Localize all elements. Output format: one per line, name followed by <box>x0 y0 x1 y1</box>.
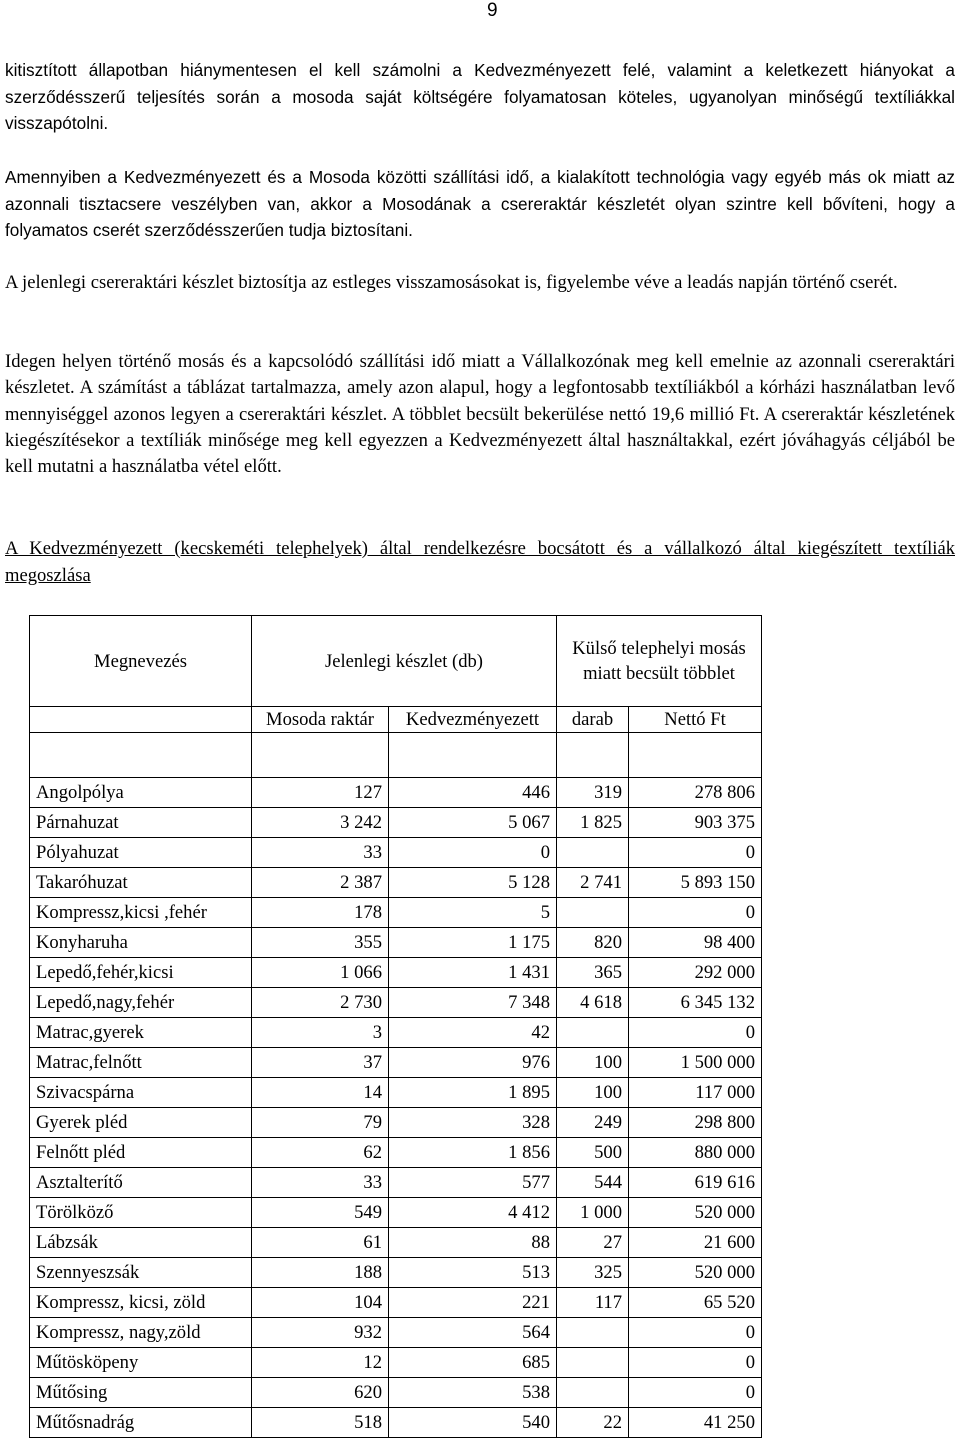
extra-pieces-cell: 27 <box>557 1228 629 1258</box>
net-ft-cell: 619 616 <box>629 1168 762 1198</box>
beneficiary-stock-cell: 5 128 <box>389 868 557 898</box>
item-name-cell: Gyerek pléd <box>30 1108 252 1138</box>
extra-pieces-cell: 249 <box>557 1108 629 1138</box>
net-ft-cell: 298 800 <box>629 1108 762 1138</box>
beneficiary-stock-cell: 1 431 <box>389 958 557 988</box>
item-name-cell: Felnőtt pléd <box>30 1138 252 1168</box>
table-body <box>30 778 762 1438</box>
extra-pieces-cell: 319 <box>557 778 629 808</box>
beneficiary-stock-cell: 538 <box>389 1378 557 1408</box>
item-name-cell: Törölköző <box>30 1198 252 1228</box>
subheader-empty <box>30 707 252 733</box>
laundry-stock-cell: 178 <box>252 898 389 928</box>
laundry-stock-cell: 3 242 <box>252 808 389 838</box>
net-ft-cell: 0 <box>629 1378 762 1408</box>
table-row <box>30 1138 762 1168</box>
item-name-cell: Lepedő,fehér,kicsi <box>30 958 252 988</box>
extra-pieces-cell: 1 825 <box>557 808 629 838</box>
extra-pieces-cell <box>557 1018 629 1048</box>
net-ft-cell: 117 000 <box>629 1078 762 1108</box>
table-row <box>30 1198 762 1228</box>
net-ft-cell: 21 600 <box>629 1228 762 1258</box>
laundry-stock-cell: 14 <box>252 1078 389 1108</box>
extra-pieces-cell: 100 <box>557 1048 629 1078</box>
beneficiary-stock-cell: 577 <box>389 1168 557 1198</box>
item-name-cell: Konyharuha <box>30 928 252 958</box>
beneficiary-stock-cell: 1 175 <box>389 928 557 958</box>
extra-pieces-cell <box>557 1378 629 1408</box>
table-row <box>30 1168 762 1198</box>
beneficiary-stock-cell: 0 <box>389 838 557 868</box>
textile-table <box>29 615 762 1438</box>
extra-pieces-cell: 100 <box>557 1078 629 1108</box>
extra-pieces-cell: 325 <box>557 1258 629 1288</box>
laundry-stock-cell: 620 <box>252 1378 389 1408</box>
item-name-cell: Műtösköpeny <box>30 1348 252 1378</box>
extra-pieces-cell <box>557 1318 629 1348</box>
item-name-cell: Pólyahuzat <box>30 838 252 868</box>
table-row <box>30 928 762 958</box>
item-name-cell: Asztalterítő <box>30 1168 252 1198</box>
item-name-cell: Szivacspárna <box>30 1078 252 1108</box>
item-name-cell: Párnahuzat <box>30 808 252 838</box>
beneficiary-stock-cell: 5 <box>389 898 557 928</box>
spacer-row <box>30 733 762 778</box>
spacer-cell <box>389 733 557 778</box>
beneficiary-stock-cell: 221 <box>389 1288 557 1318</box>
extra-pieces-cell: 500 <box>557 1138 629 1168</box>
laundry-stock-cell: 188 <box>252 1258 389 1288</box>
beneficiary-stock-cell: 540 <box>389 1408 557 1438</box>
paragraph-2: Amennyiben a Kedvezményezett és a Mosoda közötti szállítási idő, a kialakított technológia vagy egyéb más ok miatt az azonnali tisztacsere veszélyben van, akkor a Mosodának a csereraktár készletét olyan szintre kell bővíteni, hogy a folyamatos cserét szerződésszerűen tudja biztosítani. <box>5 167 955 240</box>
table-row <box>30 1048 762 1078</box>
item-name-cell: Matrac,felnőtt <box>30 1048 252 1078</box>
subheader-beneficiary: Kedvezményezett <box>389 707 557 733</box>
laundry-stock-cell: 355 <box>252 928 389 958</box>
laundry-stock-cell: 62 <box>252 1138 389 1168</box>
table-row <box>30 838 762 868</box>
laundry-stock-cell: 61 <box>252 1228 389 1258</box>
item-name-cell: Angolpólya <box>30 778 252 808</box>
laundry-stock-cell: 127 <box>252 778 389 808</box>
extra-pieces-cell <box>557 1348 629 1378</box>
net-ft-cell: 278 806 <box>629 778 762 808</box>
item-name-cell: Műtősing <box>30 1378 252 1408</box>
net-ft-cell: 1 500 000 <box>629 1048 762 1078</box>
net-ft-cell: 0 <box>629 838 762 868</box>
laundry-stock-cell: 33 <box>252 838 389 868</box>
table-row <box>30 988 762 1018</box>
subheader-laundry-stock: Mosoda raktár <box>252 707 389 733</box>
laundry-stock-cell: 79 <box>252 1108 389 1138</box>
subheader-net-ft: Nettó Ft <box>629 707 762 733</box>
net-ft-cell: 0 <box>629 1018 762 1048</box>
paragraph-4: Idegen helyen történő mosás és a kapcsolódó szállítási idő miatt a Vállalkozónak meg kell emelnie az azonnali csereraktári készletet. A számítást a táblázat tartalmazza, amely azon alapul, hogy a legfontosabb textíliákból a kórházi használatban levő mennyiséggel azonos legyen a csereraktári készlet. A többlet becsült bekerülése nettó 19,6 millió Ft. A csereraktár készletének kiegészítésekor a textíliák minősége meg kell egyezzen a Kedvezményezett által használtakkal, ezért jóváhagyás céljából be kell mutatni a használatba vétel előtt. <box>5 351 955 478</box>
net-ft-cell: 6 345 132 <box>629 988 762 1018</box>
paragraph-3: A jelenlegi csereraktári készlet biztosítja az estleges visszamosásokat is, figyelembe véve a leadás napján történő cserét. <box>5 272 898 293</box>
laundry-stock-cell: 12 <box>252 1348 389 1378</box>
extra-pieces-cell: 1 000 <box>557 1198 629 1228</box>
header-row <box>30 616 762 707</box>
spacer-cell <box>629 733 762 778</box>
beneficiary-stock-cell: 42 <box>389 1018 557 1048</box>
item-name-cell: Matrac,gyerek <box>30 1018 252 1048</box>
table-row <box>30 1318 762 1348</box>
laundry-stock-cell: 33 <box>252 1168 389 1198</box>
subheader-row <box>30 707 762 733</box>
spacer-cell <box>30 733 252 778</box>
beneficiary-stock-cell: 88 <box>389 1228 557 1258</box>
beneficiary-stock-cell: 976 <box>389 1048 557 1078</box>
item-name-cell: Műtősnadrág <box>30 1408 252 1438</box>
net-ft-cell: 0 <box>629 1348 762 1378</box>
net-ft-cell: 0 <box>629 1318 762 1348</box>
extra-pieces-cell: 2 741 <box>557 868 629 898</box>
laundry-stock-cell: 104 <box>252 1288 389 1318</box>
laundry-stock-cell: 3 <box>252 1018 389 1048</box>
laundry-stock-cell: 549 <box>252 1198 389 1228</box>
beneficiary-stock-cell: 446 <box>389 778 557 808</box>
laundry-stock-cell: 37 <box>252 1048 389 1078</box>
net-ft-cell: 292 000 <box>629 958 762 988</box>
net-ft-cell: 5 893 150 <box>629 868 762 898</box>
table-row <box>30 1408 762 1438</box>
net-ft-cell: 65 520 <box>629 1288 762 1318</box>
table-row <box>30 1078 762 1108</box>
table-row <box>30 1288 762 1318</box>
page-number: 9 <box>487 0 498 21</box>
item-name-cell: Kompressz,kicsi ,fehér <box>30 898 252 928</box>
extra-pieces-cell: 365 <box>557 958 629 988</box>
net-ft-cell: 0 <box>629 898 762 928</box>
spacer-cell <box>557 733 629 778</box>
net-ft-cell: 98 400 <box>629 928 762 958</box>
item-name-cell: Kompressz, nagy,zöld <box>30 1318 252 1348</box>
beneficiary-stock-cell: 1 856 <box>389 1138 557 1168</box>
subheader-pieces: darab <box>557 707 629 733</box>
table-row <box>30 1228 762 1258</box>
net-ft-cell: 520 000 <box>629 1258 762 1288</box>
beneficiary-stock-cell: 513 <box>389 1258 557 1288</box>
laundry-stock-cell: 1 066 <box>252 958 389 988</box>
beneficiary-stock-cell: 328 <box>389 1108 557 1138</box>
header-stock: Jelenlegi készlet (db) <box>252 616 557 707</box>
extra-pieces-cell: 544 <box>557 1168 629 1198</box>
table-row <box>30 1348 762 1378</box>
extra-pieces-cell: 820 <box>557 928 629 958</box>
item-name-cell: Takaróhuzat <box>30 868 252 898</box>
table-row <box>30 778 762 808</box>
item-name-cell: Lábzsák <box>30 1228 252 1258</box>
item-name-cell: Szennyeszsák <box>30 1258 252 1288</box>
beneficiary-stock-cell: 5 067 <box>389 808 557 838</box>
header-extra: Külső telephelyi mosás miatt becsült többlet <box>557 616 762 707</box>
table-row <box>30 1378 762 1408</box>
extra-pieces-cell: 117 <box>557 1288 629 1318</box>
laundry-stock-cell: 2 730 <box>252 988 389 1018</box>
header-name: Megnevezés <box>30 616 252 707</box>
extra-pieces-cell <box>557 838 629 868</box>
item-name-cell: Lepedő,nagy,fehér <box>30 988 252 1018</box>
beneficiary-stock-cell: 4 412 <box>389 1198 557 1228</box>
table-title: A Kedvezményezett (kecskeméti telephelyek) által rendelkezésre bocsátott és a vállalkozó által kiegészített textíliák megoszlása <box>5 538 955 586</box>
extra-pieces-cell: 4 618 <box>557 988 629 1018</box>
table-row <box>30 898 762 928</box>
net-ft-cell: 41 250 <box>629 1408 762 1438</box>
table-row <box>30 868 762 898</box>
extra-pieces-cell <box>557 898 629 928</box>
net-ft-cell: 903 375 <box>629 808 762 838</box>
beneficiary-stock-cell: 685 <box>389 1348 557 1378</box>
beneficiary-stock-cell: 1 895 <box>389 1078 557 1108</box>
item-name-cell: Kompressz, kicsi, zöld <box>30 1288 252 1318</box>
beneficiary-stock-cell: 564 <box>389 1318 557 1348</box>
table-row <box>30 1108 762 1138</box>
laundry-stock-cell: 518 <box>252 1408 389 1438</box>
table-row <box>30 808 762 838</box>
extra-pieces-cell: 22 <box>557 1408 629 1438</box>
spacer-cell <box>252 733 389 778</box>
table-row <box>30 958 762 988</box>
laundry-stock-cell: 2 387 <box>252 868 389 898</box>
table-row <box>30 1018 762 1048</box>
beneficiary-stock-cell: 7 348 <box>389 988 557 1018</box>
paragraph-1: kitisztított állapotban hiánymentesen el kell számolni a Kedvezményezett felé, valamint a keletkezett hiányokat a szerződésszerű teljesítés során a mosoda saját költségére folyamatosan köteles, ugyanolyan minőségű textíliákkal visszapótolni. <box>5 60 955 133</box>
net-ft-cell: 880 000 <box>629 1138 762 1168</box>
table-row <box>30 1258 762 1288</box>
laundry-stock-cell: 932 <box>252 1318 389 1348</box>
net-ft-cell: 520 000 <box>629 1198 762 1228</box>
